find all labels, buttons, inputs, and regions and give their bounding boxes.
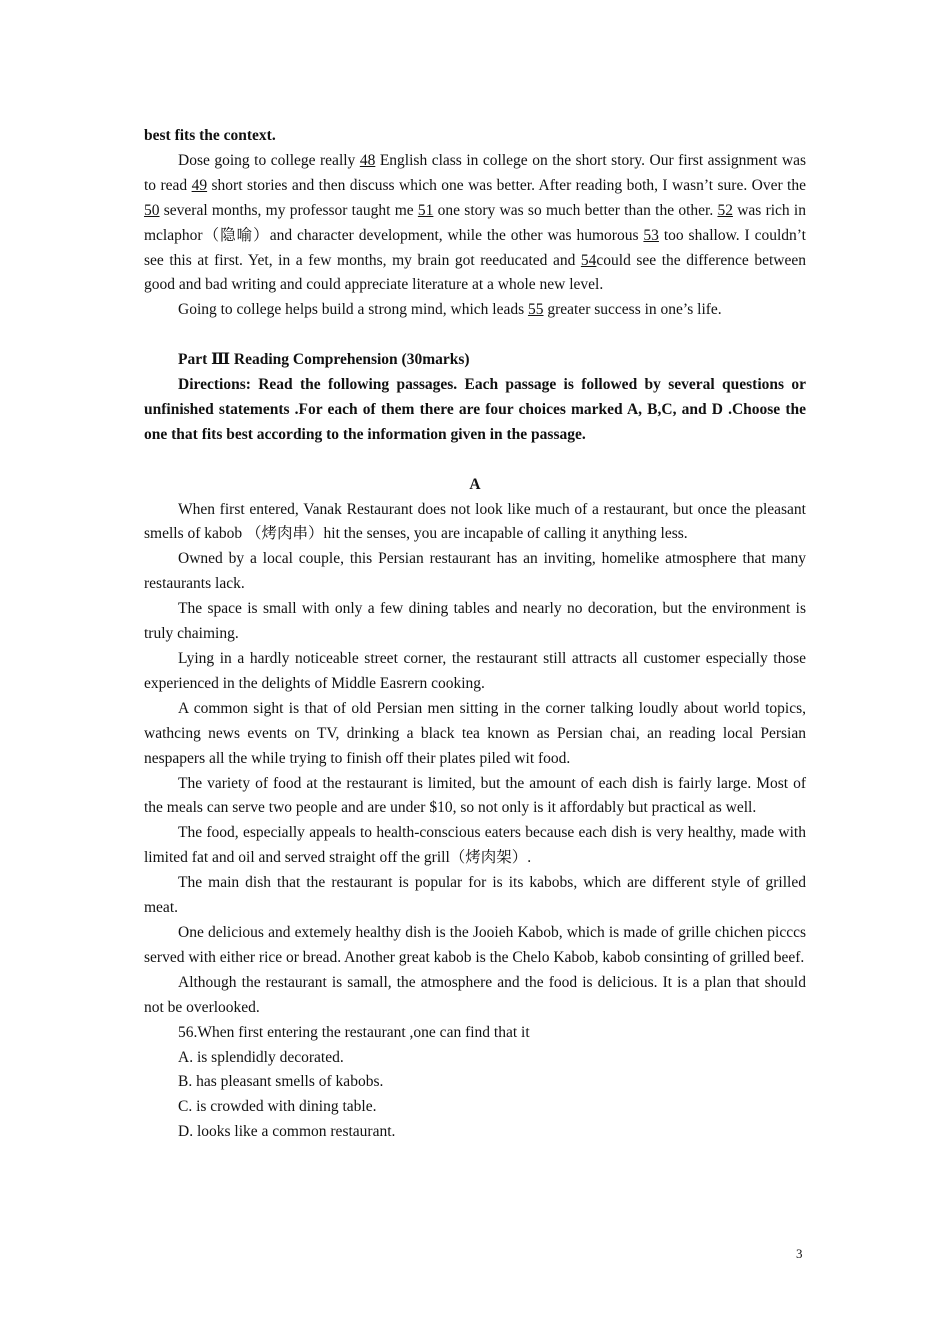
blank-53: 53 — [643, 226, 659, 244]
cloze-paragraph-2: Going to college helps build a strong mind, which leads 55 greater success in one’s life. — [178, 301, 722, 319]
part-3-directions: Directions: Read the following passages. Each passage is followed by several questions or unfinished statements .For each of them there are four choices marked A, B,C, and D .Choose the one that fits best according to the information given in the passage. — [144, 376, 806, 443]
blank-52: 52 — [717, 201, 733, 219]
question-56-option-b: B. has pleasant smells of kabobs. — [178, 1073, 384, 1091]
blank-54: 54 — [580, 251, 597, 269]
passage-paragraph: A common sight is that of old Persian men sitting in the corner talking loudly about world topics, wathcing news events on TV, drinking a black tea known as Persian chai, an reading local Persian nespapers all the while trying to finish off their plates piled wit food. — [144, 699, 806, 767]
passage-paragraph: The main dish that the restaurant is popular for is its kabobs, which are different style of grilled meat. — [144, 874, 806, 917]
passage-paragraph: When first entered, Vanak Restaurant does not look like much of a restaurant, but once the pleasant smells of kabob （烤肉串）hit the senses, you are incapable of calling it anything less. — [144, 500, 806, 543]
question-56-option-c: C. is crowded with dining table. — [178, 1098, 377, 1116]
passage-paragraph: The food, especially appeals to health-conscious eaters because each dish is very healthy, made with limited fat and oil and served straight off the grill（烤肉架）. — [144, 824, 806, 867]
passage-paragraph: Lying in a hardly noticeable street corner, the restaurant still attracts all customer especially those experienced in the delights of Middle Easrern cooking. — [144, 650, 806, 692]
passage-paragraph: The space is small with only a few dining tables and nearly no decoration, but the environment is truly chaiming. — [144, 600, 806, 643]
document-page — [144, 124, 806, 1145]
blank-55: 55 — [527, 301, 544, 319]
passage-paragraph: Owned by a local couple, this Persian restaurant has an inviting, homelike atmosphere that many restaurants lack. — [144, 550, 806, 593]
question-56-option-d: D. looks like a common restaurant. — [178, 1123, 396, 1141]
passage-paragraph: One delicious and extemely healthy dish is the Jooieh Kabob, which is made of grille chichen picccs served with either rice or bread. Another great kabob is the Chelo Kabob, kabob consinting of grilled beef. — [144, 923, 806, 966]
blank-49: 49 — [191, 176, 208, 194]
passage-paragraph: The variety of food at the restaurant is limited, but the amount of each dish is fairly large. Most of the meals can serve two people and are under $10, so not only is it affordably but practical as well. — [144, 774, 806, 817]
question-56-option-a: A. is splendidly decorated. — [178, 1048, 344, 1066]
cloze-directions-tail: best fits the context. — [144, 127, 276, 144]
blank-48: 48 — [359, 151, 376, 169]
blank-50: 50 — [144, 201, 160, 219]
question-56-stem: 56.When first entering the restaurant ,one can find that it — [178, 1023, 530, 1041]
page-number: 3 — [796, 1246, 803, 1261]
cloze-paragraph-1: Dose going to college really 48 English class in college on the short story. Our first assignment was to read 49 short stories and then discuss which one was better. After reading both, I wasn’t sure. Over the 50 several months, my professor taught me 51 one story was so much better than the other. 52 was rich in mclaphor（隐喻）and character development, while the other was humorous 53 too shallow. I couldn’t see this at first. Yet, in a few months, my brain got reeducated and 54could see the difference between good and bad writing and could appreciate literature at a whole new level. — [144, 151, 806, 294]
spacer — [144, 323, 806, 348]
blank-51: 51 — [417, 201, 434, 219]
part-3-heading: Part Ⅲ Reading Comprehension (30marks) — [178, 351, 470, 369]
passage-a-label: A — [469, 475, 481, 493]
passage-paragraph: Although the restaurant is samall, the atmosphere and the food is delicious. It is a plan that should not be overlooked. — [144, 973, 806, 1016]
spacer — [144, 448, 806, 473]
